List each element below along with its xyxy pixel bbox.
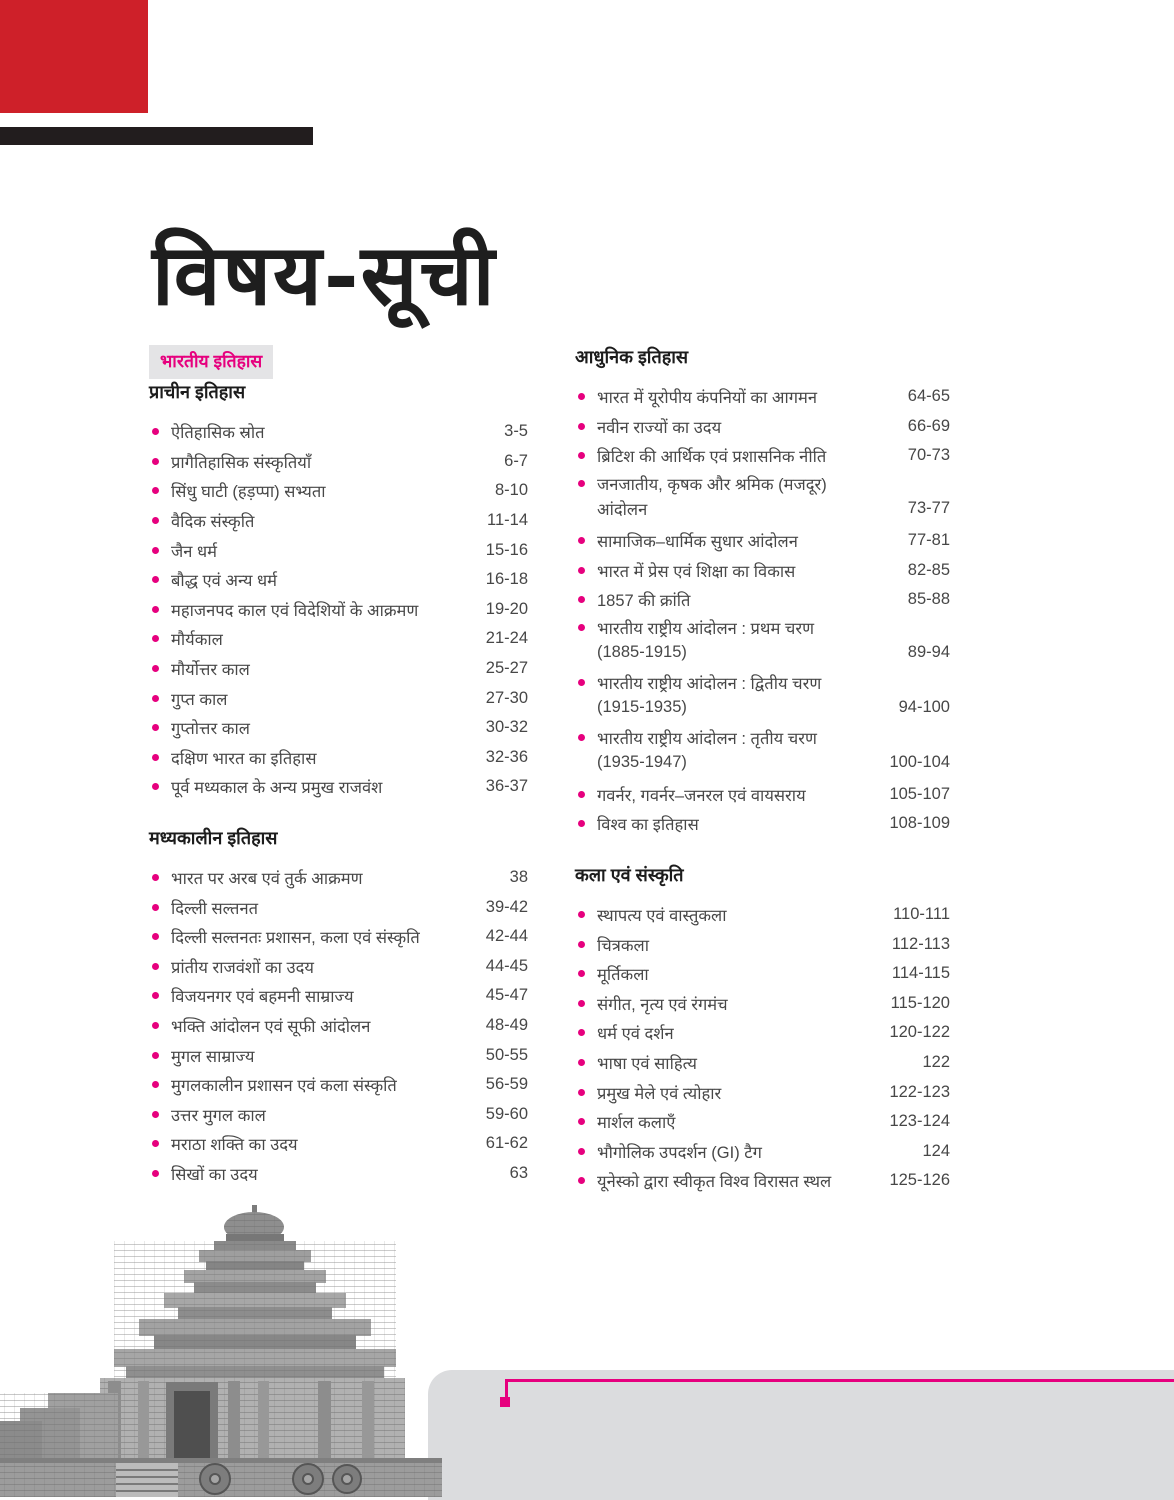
toc-entry-pages: 123-124 <box>889 1112 950 1131</box>
toc-entry-label: गुप्तोत्तर काल <box>171 720 250 739</box>
toc-entry <box>575 526 950 556</box>
bullet-icon <box>152 1081 159 1088</box>
bullet-icon <box>578 596 585 603</box>
bullet-icon <box>578 567 585 574</box>
toc-entry-pages: 110-111 <box>893 905 950 924</box>
section-heading: आधुनिक इतिहास <box>575 347 689 367</box>
toc-entry-label: भाषा एवं साहित्य <box>597 1055 697 1074</box>
bullet-icon <box>152 487 159 494</box>
magenta-rule-drop <box>505 1379 508 1399</box>
toc-entry-pages: 8-10 <box>494 481 528 500</box>
category-tag: भारतीय इतिहास <box>149 345 273 379</box>
toc-entry-pages: 30-32 <box>485 718 528 737</box>
toc-entry-label: गवर्नर, गवर्नर–जनरल एवं वायसराय <box>597 786 806 805</box>
toc-entry <box>575 441 950 471</box>
section-heading: प्राचीन इतिहास <box>149 382 246 402</box>
toc-entry-label: भारतीय राष्ट्रीय आंदोलन : प्रथम चरण <box>597 619 815 638</box>
toc-entry <box>149 1011 528 1041</box>
bullet-icon <box>152 904 159 911</box>
toc-entry <box>575 959 950 989</box>
section-list <box>149 417 528 802</box>
page-title: विषय-सूची <box>152 225 497 325</box>
toc-entry-label: 1857 की क्रांति <box>597 592 691 611</box>
toc-entry <box>149 1040 528 1070</box>
toc-entry <box>149 1070 528 1100</box>
toc-entry-label: मौर्योत्तर काल <box>171 661 250 680</box>
bullet-icon <box>578 820 585 827</box>
bullet-icon <box>578 679 585 686</box>
black-rule-bar <box>0 127 313 145</box>
bullet-icon <box>152 606 159 613</box>
toc-entry-label: सिखों का उदय <box>171 1165 258 1184</box>
bullet-icon <box>578 1177 585 1184</box>
toc-entry <box>149 743 528 773</box>
toc-entry-label: यूनेस्को द्वारा स्वीकृत विश्व विरासत स्थल <box>597 1173 832 1192</box>
toc-entry-pages: 77-81 <box>907 531 950 550</box>
toc-entry <box>149 1129 528 1159</box>
toc-entry-pages: 125-126 <box>889 1171 950 1190</box>
toc-entry-label: भारत पर अरब एवं तुर्क आक्रमण <box>171 870 363 889</box>
toc-entry-label: मुगलकालीन प्रशासन एवं कला संस्कृति <box>171 1077 397 1096</box>
temple-illustration <box>0 1203 450 1500</box>
toc-entry <box>575 900 950 930</box>
toc-entry-continuation <box>575 750 950 775</box>
toc-entry-pages: 44-45 <box>485 956 528 975</box>
toc-entry <box>149 1099 528 1129</box>
toc-entry-pages: 94-100 <box>898 697 950 716</box>
toc-entry <box>149 447 528 477</box>
toc-entry-label: प्रांतीय राजवंशों का उदय <box>171 958 314 977</box>
toc-entry-pages: 105-107 <box>889 784 950 803</box>
toc-entry-continuation <box>575 695 950 720</box>
toc-entry <box>149 713 528 743</box>
toc-entry <box>149 683 528 713</box>
section-list <box>575 900 950 1196</box>
bullet-icon <box>578 1089 585 1096</box>
bullet-icon <box>152 933 159 940</box>
toc-entry <box>149 654 528 684</box>
toc-entry <box>575 725 950 750</box>
bullet-icon <box>152 695 159 702</box>
bullet-icon <box>578 537 585 544</box>
toc-entry-pages: 50-55 <box>485 1045 528 1064</box>
toc-entry-pages: 115-120 <box>890 993 950 1012</box>
toc-entry <box>149 1159 528 1189</box>
toc-entry-label-line2: आंदोलन <box>597 500 648 519</box>
toc-entry-pages: 114-115 <box>891 964 950 983</box>
toc-entry <box>575 471 950 496</box>
bullet-icon <box>578 624 585 631</box>
bullet-icon <box>578 911 585 918</box>
toc-entry-label-line2: (1885-1915) <box>597 642 687 661</box>
toc-entry-label: पूर्व मध्यकाल के अन्य प्रमुख राजवंश <box>171 779 383 798</box>
toc-entry-label: भारतीय राष्ट्रीय आंदोलन : द्वितीय चरण <box>597 674 822 693</box>
bullet-icon <box>152 724 159 731</box>
toc-entry-pages: 120-122 <box>889 1023 950 1042</box>
toc-entry-label: भौगोलिक उपदर्शन (GI) टैग <box>597 1143 762 1162</box>
toc-entry-label-line2: (1935-1947) <box>597 752 687 771</box>
toc-column-right <box>575 347 950 1196</box>
toc-entry-pages: 39-42 <box>485 897 528 916</box>
toc-entry <box>149 981 528 1011</box>
toc-entry-pages: 100-104 <box>889 752 950 771</box>
bullet-icon <box>578 480 585 487</box>
bullet-icon <box>152 547 159 554</box>
toc-entry-label: ऐतिहासिक स्रोत <box>171 424 265 443</box>
bullet-icon <box>578 734 585 741</box>
toc-entry <box>575 1107 950 1137</box>
toc-entry-pages: 3-5 <box>504 422 528 441</box>
toc-entry <box>575 989 950 1019</box>
toc-entry-label: जैन धर्म <box>171 542 217 561</box>
toc-entry-pages: 38 <box>509 868 528 887</box>
toc-entry <box>575 555 950 585</box>
toc-entry-label: भारत में यूरोपीय कंपनियों का आगमन <box>597 389 818 408</box>
toc-entry-continuation <box>575 640 950 665</box>
toc-entry-pages: 73-77 <box>907 498 950 517</box>
toc-entry-pages: 63 <box>509 1163 528 1182</box>
toc-entry-label: मौर्यकाल <box>171 631 223 650</box>
bullet-icon <box>152 783 159 790</box>
bullet-icon <box>578 970 585 977</box>
bullet-icon <box>578 791 585 798</box>
toc-entry-pages: 124 <box>922 1141 950 1160</box>
toc-entry-label: दिल्ली सल्तनत <box>171 899 259 918</box>
toc-entry-pages: 15-16 <box>485 540 528 559</box>
bullet-icon <box>152 1140 159 1147</box>
bullet-icon <box>152 458 159 465</box>
toc-entry-label: उत्तर मुगल काल <box>171 1106 266 1125</box>
toc-entry-label: सामाजिक–धार्मिक सुधार आंदोलन <box>597 533 798 552</box>
bullet-icon <box>152 576 159 583</box>
toc-entry <box>575 1166 950 1196</box>
toc-entry-pages: 108-109 <box>889 814 950 833</box>
bullet-icon <box>578 941 585 948</box>
toc-entry-label: ब्रिटिश की आर्थिक एवं प्रशासनिक नीति <box>597 448 827 467</box>
toc-entry-label: विजयनगर एवं बहमनी साम्राज्य <box>171 988 354 1007</box>
toc-entry-pages: 48-49 <box>485 1015 528 1034</box>
toc-entry <box>575 670 950 695</box>
toc-entry-label: वैदिक संस्कृति <box>171 513 255 532</box>
toc-entry-pages: 19-20 <box>485 599 528 618</box>
bullet-icon <box>578 423 585 430</box>
toc-entry-label: मराठा शक्ति का उदय <box>171 1136 298 1155</box>
toc-entry-pages: 70-73 <box>907 446 950 465</box>
toc-entry-label: विश्व का इतिहास <box>597 816 699 835</box>
toc-entry-pages: 6-7 <box>504 451 528 470</box>
toc-entry-label: धर्म एवं दर्शन <box>597 1025 674 1044</box>
toc-entry-pages: 112-113 <box>891 934 950 953</box>
toc-entry-pages: 36-37 <box>485 777 528 796</box>
toc-entry-label: मार्शल कलाएँ <box>597 1114 676 1133</box>
bullet-icon <box>578 1148 585 1155</box>
toc-entry-pages: 32-36 <box>485 747 528 766</box>
toc-entry-pages: 61-62 <box>485 1134 528 1153</box>
toc-entry-pages: 59-60 <box>485 1104 528 1123</box>
bullet-icon <box>152 963 159 970</box>
bullet-icon <box>578 1000 585 1007</box>
bullet-icon <box>152 635 159 642</box>
toc-entry-label: गुप्त काल <box>171 690 228 709</box>
bullet-icon <box>152 874 159 881</box>
bullet-icon <box>152 665 159 672</box>
toc-entry <box>149 476 528 506</box>
toc-entry-pages: 122-123 <box>889 1082 950 1101</box>
toc-entry-label: भारत में प्रेस एवं शिक्षा का विकास <box>597 562 796 581</box>
toc-entry <box>149 595 528 625</box>
toc-entry <box>575 809 950 839</box>
toc-entry-label: प्रमुख मेले एवं त्योहार <box>597 1084 722 1103</box>
bullet-icon <box>578 393 585 400</box>
toc-entry-continuation <box>575 496 950 521</box>
toc-entry-label: मूर्तिकला <box>597 966 649 985</box>
toc-entry-pages: 25-27 <box>485 659 528 678</box>
bullet-icon <box>578 452 585 459</box>
bullet-icon <box>152 1052 159 1059</box>
toc-entry-pages: 122 <box>922 1053 950 1072</box>
toc-entry-label: संगीत, नृत्य एवं रंगमंच <box>597 995 728 1014</box>
toc-entry-label: दिल्ली सल्तनतः प्रशासन, कला एवं संस्कृति <box>171 929 420 948</box>
bullet-icon <box>152 428 159 435</box>
toc-entry-label-line2: (1915-1935) <box>597 697 687 716</box>
bullet-icon <box>578 1118 585 1125</box>
toc-entry <box>575 1048 950 1078</box>
magenta-rule-endcap <box>500 1397 510 1407</box>
toc-entry <box>149 922 528 952</box>
toc-entry <box>575 1077 950 1107</box>
toc-entry-label: सिंधु घाटी (हड़प्पा) सभ्यता <box>171 483 326 502</box>
toc-entry <box>575 929 950 959</box>
bullet-icon <box>152 1170 159 1177</box>
toc-entry-pages: 89-94 <box>907 642 950 661</box>
red-corner-block <box>0 0 148 113</box>
toc-entry-pages: 56-59 <box>485 1075 528 1094</box>
bullet-icon <box>152 517 159 524</box>
toc-entry <box>149 417 528 447</box>
toc-entry-pages: 21-24 <box>485 629 528 648</box>
bullet-icon <box>578 1029 585 1036</box>
toc-entry-pages: 45-47 <box>485 986 528 1005</box>
bullet-icon <box>152 754 159 761</box>
toc-entry <box>575 585 950 615</box>
toc-entry <box>149 535 528 565</box>
toc-entry <box>575 780 950 810</box>
magenta-rule-line <box>505 1379 1174 1382</box>
toc-entry <box>149 565 528 595</box>
toc-entry <box>575 1137 950 1167</box>
toc-entry <box>149 863 528 893</box>
section-list <box>149 863 528 1189</box>
toc-entry-pages: 82-85 <box>907 560 950 579</box>
toc-entry-label: जनजातीय, कृषक और श्रमिक (मजदूर) <box>597 475 827 494</box>
toc-entry-label: स्थापत्य एवं वास्तुकला <box>597 907 727 926</box>
toc-entry <box>149 772 528 802</box>
footer-gray-panel <box>428 1370 1174 1500</box>
toc-entry-label: प्रागैतिहासिक संस्कृतियाँ <box>171 453 312 472</box>
bullet-icon <box>152 1022 159 1029</box>
toc-entry-pages: 27-30 <box>485 688 528 707</box>
toc-entry-label: दक्षिण भारत का इतिहास <box>171 749 317 768</box>
toc-entry <box>149 624 528 654</box>
toc-entry-label: चित्रकला <box>597 936 649 955</box>
toc-entry <box>575 615 950 640</box>
bullet-icon <box>152 1111 159 1118</box>
toc-entry-pages: 11-14 <box>487 511 528 530</box>
toc-column-left <box>149 382 528 1188</box>
section-heading: मध्यकालीन इतिहास <box>149 827 278 848</box>
toc-entry <box>149 952 528 982</box>
bullet-icon <box>578 1059 585 1066</box>
toc-entry-label: बौद्ध एवं अन्य धर्म <box>171 572 277 591</box>
toc-entry <box>575 382 950 412</box>
toc-entry-pages: 66-69 <box>907 416 950 435</box>
toc-entry-label: महाजनपद काल एवं विदेशियों के आक्रमण <box>171 601 419 620</box>
section-list <box>575 382 950 839</box>
toc-entry <box>149 506 528 536</box>
toc-entry-label: मुगल साम्राज्य <box>171 1047 255 1066</box>
toc-entry-pages: 64-65 <box>907 387 950 406</box>
toc-entry-pages: 85-88 <box>907 590 950 609</box>
bullet-icon <box>152 992 159 999</box>
toc-entry-pages: 16-18 <box>485 570 528 589</box>
toc-entry-label: नवीन राज्यों का उदय <box>597 418 722 437</box>
toc-entry <box>149 892 528 922</box>
toc-entry <box>575 1018 950 1048</box>
toc-entry <box>575 412 950 442</box>
toc-entry-pages: 42-44 <box>485 927 528 946</box>
section-heading: कला एवं संस्कृति <box>575 864 684 885</box>
toc-entry-label: भारतीय राष्ट्रीय आंदोलन : तृतीय चरण <box>597 729 817 748</box>
toc-entry-label: भक्ति आंदोलन एवं सूफी आंदोलन <box>171 1017 371 1036</box>
